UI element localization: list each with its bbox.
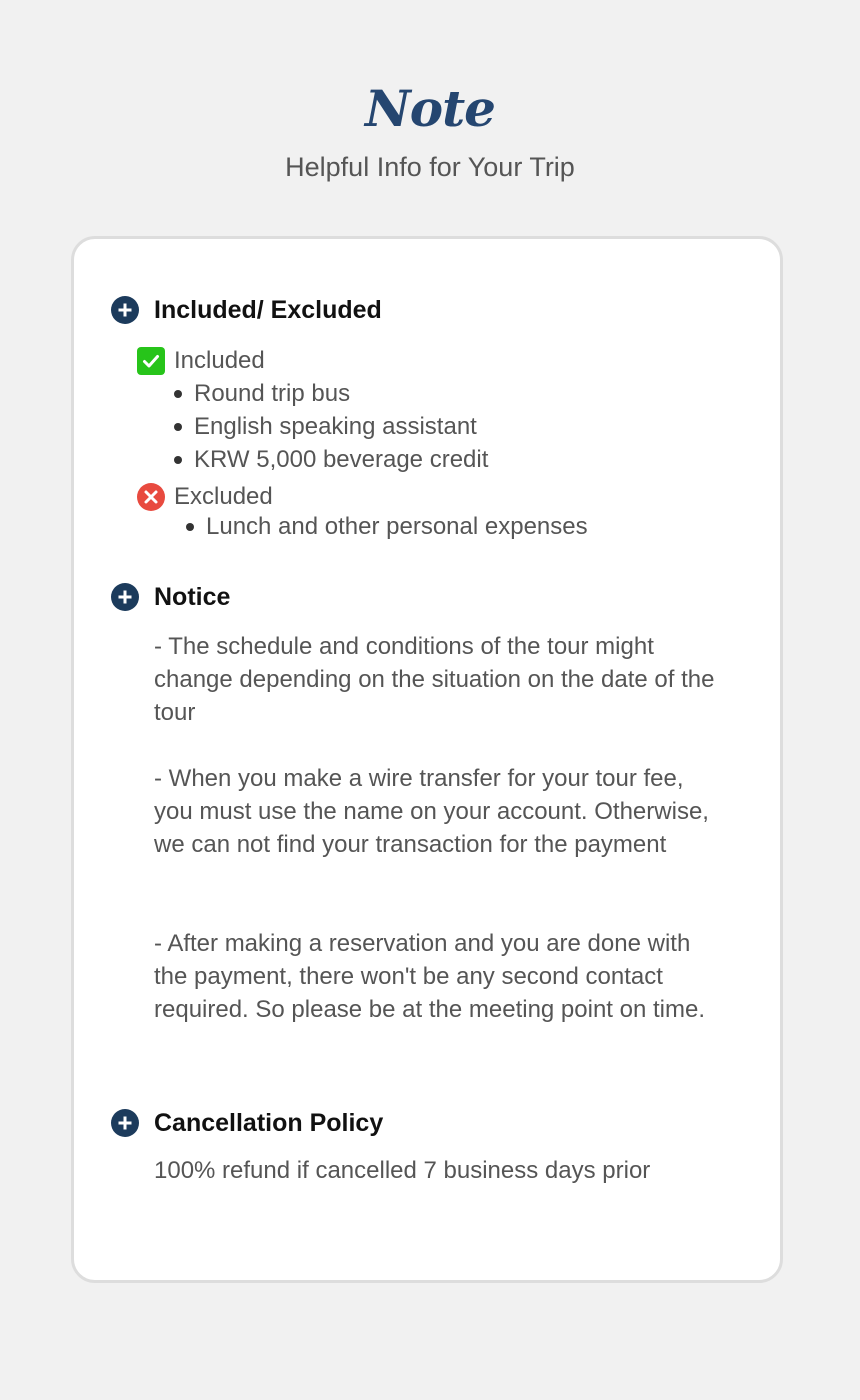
included-label: Included [174, 347, 265, 374]
excluded-label: Excluded [174, 483, 273, 510]
plus-circle-icon [111, 583, 139, 611]
section-title: Cancellation Policy [154, 1108, 384, 1137]
cancellation-text: 100% refund if cancelled 7 business days prior [154, 1157, 651, 1184]
included-list [174, 377, 488, 476]
page-subtitle: Helpful Info for Your Trip [285, 152, 575, 182]
list-item: English speaking assistant [174, 410, 488, 443]
section-title: Notice [154, 582, 231, 611]
page-title: Note [365, 79, 495, 138]
list-item: Lunch and other personal expenses [186, 510, 588, 543]
info-card [71, 236, 783, 1283]
excluded-list [186, 510, 588, 543]
notice-paragraph: - After making a reservation and you are done with the payment, there won't be any second contact required. So please be at the meeting point on time. [154, 930, 706, 1023]
section-title: Included/ Excluded [154, 295, 382, 324]
included-header [137, 347, 265, 375]
plus-circle-icon [111, 1109, 139, 1137]
x-circle-icon [137, 483, 165, 511]
section-included-excluded-header[interactable] [111, 294, 382, 326]
section-notice-header[interactable] [111, 581, 230, 613]
checkbox-checked-icon [137, 347, 165, 375]
list-item: KRW 5,000 beverage credit [174, 443, 488, 476]
notice-paragraph: - When you make a wire transfer for your tour fee, you must use the name on your account. Otherwise, we can not find your transaction for the payment [154, 765, 709, 858]
excluded-header [137, 483, 273, 511]
notice-paragraph: - The schedule and conditions of the tour might change depending on the situation on the date of the tour [154, 633, 715, 726]
section-cancellation-header[interactable] [111, 1107, 383, 1139]
list-item: Round trip bus [174, 377, 488, 410]
plus-circle-icon [111, 296, 139, 324]
